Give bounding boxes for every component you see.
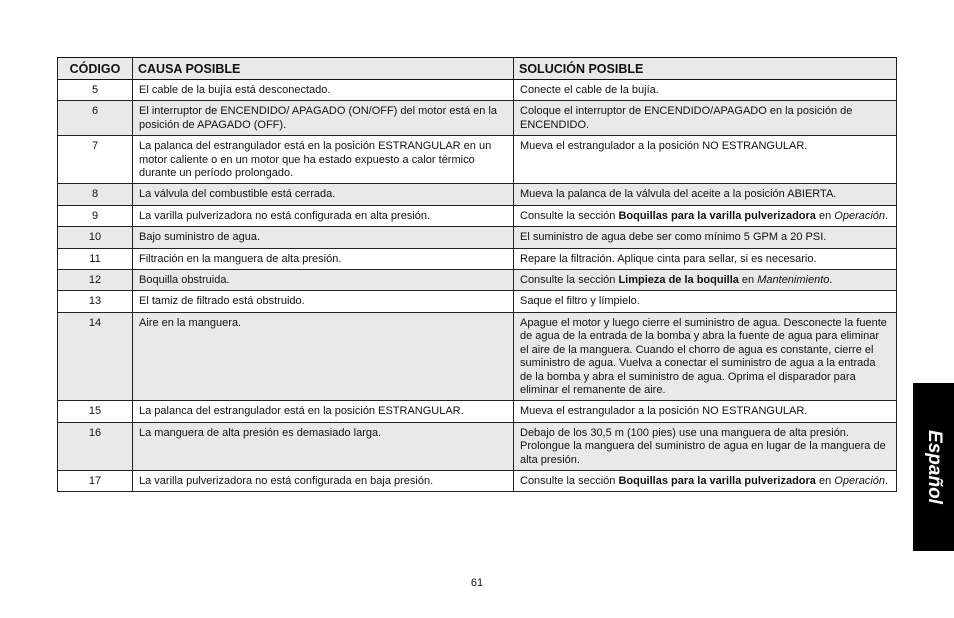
cell-solution bbox=[514, 291, 897, 312]
cell-cause: La varilla pulverizadora no está configurada en alta presión. bbox=[133, 205, 514, 226]
table-row bbox=[58, 470, 897, 491]
cell-solution bbox=[514, 470, 897, 491]
cell-solution bbox=[514, 205, 897, 226]
cell-code: 5 bbox=[58, 80, 133, 101]
cell-solution bbox=[514, 80, 897, 101]
page-number: 61 bbox=[470, 577, 484, 589]
cell-solution bbox=[514, 184, 897, 205]
table-row bbox=[58, 401, 897, 422]
solution-text-segment: Consulte la sección bbox=[520, 474, 619, 487]
solution-text-segment: . bbox=[829, 274, 833, 287]
table-row bbox=[58, 248, 897, 269]
solution-text-segment: Mueva el estrangulador a la posición NO ESTRANGULAR. bbox=[520, 140, 808, 153]
cell-cause: La varilla pulverizadora no está configurada en baja presión. bbox=[133, 470, 514, 491]
cell-cause: La palanca del estrangulador está en la posición ESTRANGULAR. bbox=[133, 401, 514, 422]
cell-cause: El tamiz de filtrado está obstruido. bbox=[133, 291, 514, 312]
cell-code: 11 bbox=[58, 248, 133, 269]
solution-text-segment: Operación bbox=[834, 209, 886, 222]
table-row bbox=[58, 101, 897, 136]
table-row bbox=[58, 184, 897, 205]
solution-text-segment: Mantenimiento bbox=[757, 274, 830, 287]
cell-code: 9 bbox=[58, 205, 133, 226]
solution-text-segment: Boquillas para la varilla pulverizadora bbox=[618, 209, 816, 222]
header-code: CÓDIGO bbox=[58, 58, 133, 80]
header-cause: CAUSA POSIBLE bbox=[133, 58, 514, 80]
cell-code: 8 bbox=[58, 184, 133, 205]
cell-solution bbox=[514, 101, 897, 136]
cell-solution bbox=[514, 248, 897, 269]
solution-text-segment: en bbox=[815, 209, 835, 222]
table-row bbox=[58, 312, 897, 400]
cell-solution bbox=[514, 312, 897, 400]
cell-code: 16 bbox=[58, 422, 133, 470]
solution-text-segment: Limpieza de la boquilla bbox=[618, 274, 739, 287]
solution-text-segment: Consulte la sección bbox=[520, 274, 619, 287]
solution-text-segment: Apague el motor y luego cierre el suministro de agua. Desconecte la fuente de agua de la entrada de la bomba y abra la fuente de agua para eliminar el aire de la manguera. Cuando el chorro de agua es constante, cierre el suministro de agua. Vuelva a conectar el suministro de agua a la entrada de la bomba y abra el suministro de agua. Oprima el disparador para eliminar el remanente de aire. bbox=[520, 316, 887, 396]
cell-code: 7 bbox=[58, 136, 133, 184]
header-solution: SOLUCIÓN POSIBLE bbox=[514, 58, 897, 80]
cell-cause: Aire en la manguera. bbox=[133, 312, 514, 400]
solution-text-segment: Repare la filtración. Aplique cinta para sellar, si es necesario. bbox=[520, 252, 817, 265]
cell-solution bbox=[514, 401, 897, 422]
solution-text-segment: Coloque el interruptor de ENCENDIDO/APAGADO en la posición de ENCENDIDO. bbox=[520, 105, 853, 131]
cell-cause: Boquilla obstruida. bbox=[133, 270, 514, 291]
cell-solution bbox=[514, 227, 897, 248]
cell-code: 10 bbox=[58, 227, 133, 248]
solution-text-segment: Boquillas para la varilla pulverizadora bbox=[618, 474, 816, 487]
cell-cause: Filtración en la manguera de alta presión. bbox=[133, 248, 514, 269]
solution-text-segment: en bbox=[738, 274, 758, 287]
solution-text-segment: Debajo de los 30,5 m (100 pies) use una manguera de alta presión. Prolongue la manguera del suministro de agua en lugar de la manguera de alta presión. bbox=[520, 426, 886, 466]
table-row bbox=[58, 270, 897, 291]
solution-text-segment: . bbox=[885, 474, 889, 487]
solution-text-segment: Conecte el cable de la bujía. bbox=[520, 84, 659, 96]
table-row bbox=[58, 205, 897, 226]
cell-solution bbox=[514, 136, 897, 184]
cell-code: 15 bbox=[58, 401, 133, 422]
cell-cause: El interruptor de ENCENDIDO/ APAGADO (ON/OFF) del motor está en la posición de APAGADO (OFF). bbox=[133, 101, 514, 136]
solution-text-segment: Consulte la sección bbox=[520, 209, 619, 222]
cell-code: 12 bbox=[58, 270, 133, 291]
troubleshooting-table-container bbox=[57, 57, 896, 492]
table-row bbox=[58, 227, 897, 248]
cell-code: 13 bbox=[58, 291, 133, 312]
solution-text-segment: . bbox=[885, 209, 889, 222]
cell-cause: La manguera de alta presión es demasiado larga. bbox=[133, 422, 514, 470]
cell-cause: La palanca del estrangulador está en la posición ESTRANGULAR en un motor caliente o en un motor que ha estado expuesto a calor térmico durante un período prolongado. bbox=[133, 136, 514, 184]
solution-text-segment: Mueva el estrangulador a la posición NO ESTRANGULAR. bbox=[520, 405, 808, 418]
solution-text-segment: El suministro de agua debe ser como mínimo 5 GPM a 20 PSI. bbox=[520, 231, 827, 244]
solution-text-segment: Saque el filtro y límpielo. bbox=[520, 295, 640, 308]
cell-cause: El cable de la bujía está desconectado. bbox=[133, 80, 514, 101]
troubleshooting-table bbox=[57, 57, 897, 492]
table-row bbox=[58, 422, 897, 470]
cell-code: 17 bbox=[58, 470, 133, 491]
table-row bbox=[58, 291, 897, 312]
cell-solution bbox=[514, 270, 897, 291]
solution-text-segment: en bbox=[815, 474, 835, 487]
table-body bbox=[58, 80, 897, 492]
table-row bbox=[58, 80, 897, 101]
language-label: Español bbox=[923, 430, 945, 504]
cell-cause: Bajo suministro de agua. bbox=[133, 227, 514, 248]
cell-cause: La válvula del combustible está cerrada. bbox=[133, 184, 514, 205]
cell-code: 6 bbox=[58, 101, 133, 136]
cell-solution bbox=[514, 422, 897, 470]
language-side-tab bbox=[913, 383, 954, 551]
table-row bbox=[58, 136, 897, 184]
table-header-row bbox=[58, 58, 897, 80]
solution-text-segment: Operación bbox=[834, 474, 886, 487]
cell-code: 14 bbox=[58, 312, 133, 400]
solution-text-segment: Mueva la palanca de la válvula del aceite a la posición ABIERTA. bbox=[520, 188, 837, 201]
